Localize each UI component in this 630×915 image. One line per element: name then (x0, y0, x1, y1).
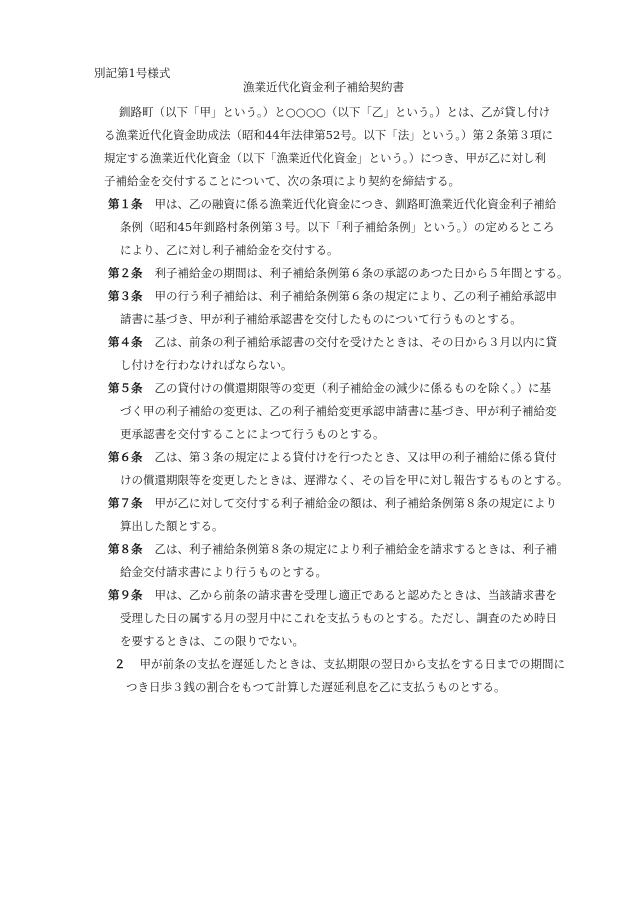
article (108, 377, 557, 446)
article-line: けの償還期限等を変更したときは、遅滞なく、その旨を甲に対し報告するものとする。 (120, 473, 569, 487)
article-line (108, 193, 556, 216)
article-number: 第９条 (108, 588, 143, 602)
article-text: 甲が乙に対して交付する利子補給金の額は、利子補給条例第８条の規定により (154, 496, 557, 510)
article-number: 第２条 (108, 266, 143, 280)
article-line (114, 653, 565, 676)
article-line (108, 492, 557, 515)
article (108, 193, 556, 262)
article-text: 乙は、利子補給条例第８条の規定により利子補給金を請求するときは、利子補 (154, 542, 557, 556)
preamble (104, 101, 553, 193)
article-line: を要するときは、この限りでない。 (120, 634, 304, 648)
article-number: 第７条 (108, 496, 143, 510)
article-line (108, 446, 568, 469)
article (114, 653, 565, 699)
preamble-line: 規定する漁業近代化資金（以下「漁業近代化資金」という。）につき、甲が乙に対し利 (104, 151, 547, 165)
article-number: 第４条 (108, 335, 143, 349)
article-line: つき日歩３銭の割合をもつて計算した遅延利息を乙に支払うものとする。 (126, 680, 506, 694)
preamble-line: 子補給金を交付することについて、次の条項により契約を締結する。 (104, 174, 461, 188)
article-line: 受理した日の属する月の翌月中にこれを支払うものとする。ただし、調査のため時日 (120, 611, 557, 625)
article-number: 第３条 (108, 289, 143, 303)
article-line (108, 584, 557, 607)
article-line: 請書に基づき、甲が利子補給承認書を交付したものについて行うものとする。 (120, 312, 522, 326)
article-text: 乙は、第３条の規定による貸付けを行つたとき、又は甲の利子補給に係る貸付 (154, 450, 557, 464)
article-line: づく甲の利子補給の変更は、乙の利子補給変更承認申請書に基づき、甲が利子補給変 (120, 404, 557, 418)
article-text: 甲は、乙から前条の請求書を受理し適正であると認めたときは、当該請求書を (154, 588, 557, 602)
document-title: 漁業近代化資金利子補給契約書 (243, 80, 404, 94)
article-line: し付けを行わなければならない。 (120, 358, 293, 372)
article-text: 甲の行う利子補給は、利子補給条例第６条の規定により、乙の利子補給承認申 (154, 289, 557, 303)
article-line: 算出した額とする。 (120, 519, 224, 533)
article-number: 第１条 (108, 197, 143, 211)
article-number: 第６条 (108, 450, 143, 464)
article (108, 492, 557, 538)
article-line: により、乙に対し利子補給金を交付する。 (120, 243, 339, 257)
article-line (108, 331, 557, 354)
article (108, 285, 557, 331)
article-line: 更承認書を交付することによつて行うものとする。 (120, 427, 385, 441)
preamble-line: 釧路町（以下「甲」という。）と○○○○（以下「乙」という。）とは、乙が貸し付け (119, 105, 551, 119)
article-text: 利子補給金の期間は、利子補給条例第６条の承認のあつた日から５年間とする。 (154, 266, 569, 280)
preamble-line: る漁業近代化資金助成法（昭和44年法律第52号。以下「法」という。）第２条第３項に (104, 128, 554, 142)
article-text: 乙の貸付けの償還期限等の変更（利子補給金の減少に係るものを除く。）に基 (154, 381, 552, 395)
article-text: 乙は、前条の利子補給承認書の交付を受けたときは、その日から３月以内に貸 (154, 335, 557, 349)
article-line: 給金交付請求書により行うものとする。 (120, 565, 327, 579)
article-line: 条例（昭和45年釧路村条例第３号。以下「利子補給条例」という。）の定めるところ (120, 220, 555, 234)
article (108, 584, 557, 653)
article-text: 甲は、乙の融資に係る漁業近代化資金につき、釧路町漁業近代化資金利子補給 (154, 197, 557, 211)
article (108, 446, 568, 492)
article-number: 第８条 (108, 542, 143, 556)
article-line (108, 285, 557, 308)
article-number: 第５条 (108, 381, 143, 395)
article-line (108, 377, 557, 400)
article (108, 538, 557, 584)
article-number: ２ (114, 657, 126, 671)
article-line (108, 538, 557, 561)
form-label: 別記第1号様式 (94, 66, 171, 80)
article (108, 331, 557, 377)
article (108, 262, 569, 285)
article-text: 甲が前条の支払を遅延したときは、支払期限の翌日から支払をする日までの期間に (139, 657, 565, 671)
article-line (108, 262, 569, 285)
